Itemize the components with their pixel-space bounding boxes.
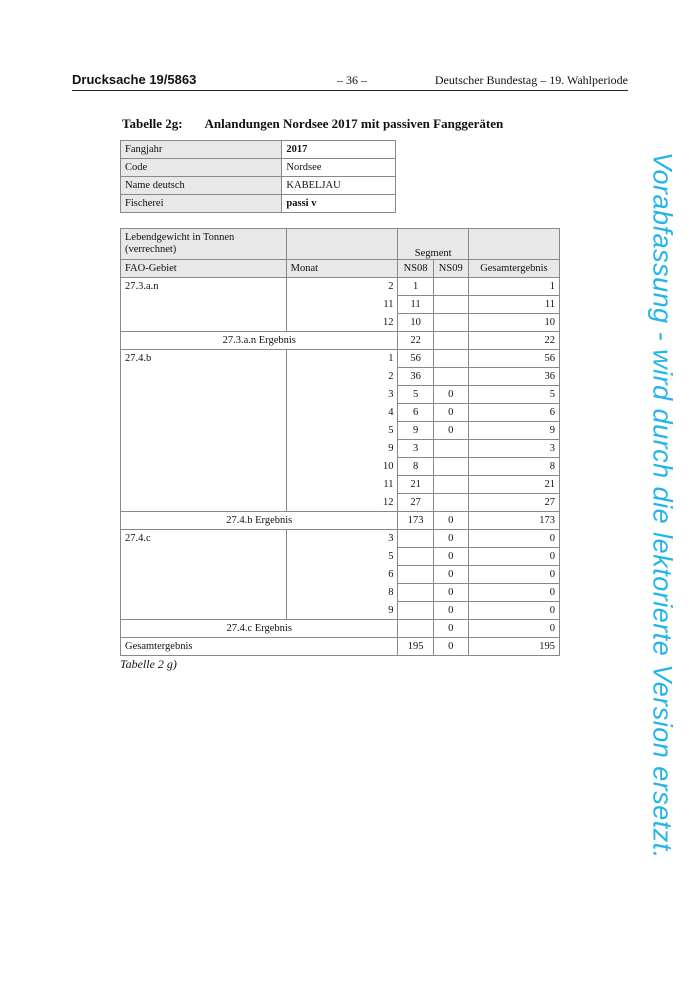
meta-value: 2017	[282, 141, 396, 159]
subtotal-label: 27.4.b Ergebnis	[121, 512, 398, 530]
month-cell: 2	[286, 368, 398, 386]
total-cell: 0	[468, 620, 559, 638]
subtotal-row	[121, 332, 560, 350]
ns09-cell	[433, 296, 468, 314]
fao-area-cell	[121, 566, 287, 584]
table-row	[121, 458, 560, 476]
subtotal-row	[121, 620, 560, 638]
fao-area-cell	[121, 602, 287, 620]
month-cell: 1	[286, 350, 398, 368]
landings-table	[120, 228, 560, 656]
ns09-cell: 0	[433, 386, 468, 404]
fao-area-cell: 27.4.b	[121, 350, 287, 368]
fao-area-cell	[121, 368, 287, 386]
month-cell: 9	[286, 440, 398, 458]
total-cell: 0	[468, 548, 559, 566]
ns09-cell: 0	[433, 548, 468, 566]
fao-area-cell	[121, 440, 287, 458]
header-blank	[468, 229, 559, 260]
subtotal-label: 27.3.a.n Ergebnis	[121, 332, 398, 350]
grand-total-row	[121, 638, 560, 656]
ns09-cell	[433, 476, 468, 494]
table-row	[121, 440, 560, 458]
ns08-cell	[398, 530, 433, 548]
month-cell: 11	[286, 476, 398, 494]
meta-row	[121, 159, 396, 177]
total-cell: 8	[468, 458, 559, 476]
document-number: Drucksache 19/5863	[72, 72, 197, 87]
watermark-text: Vorabfassung - wird durch die lektorierte Version ersetzt.	[647, 151, 678, 859]
month-cell: 5	[286, 422, 398, 440]
footer-caption: Tabelle 2 g)	[120, 657, 177, 671]
ns09-cell: 0	[433, 512, 468, 530]
ns08-cell	[398, 548, 433, 566]
header-blank	[286, 229, 398, 260]
ns09-cell: 0	[433, 422, 468, 440]
fao-area-cell: 27.4.c	[121, 530, 287, 548]
fao-area-cell	[121, 386, 287, 404]
total-cell: 36	[468, 368, 559, 386]
page-header	[72, 72, 628, 91]
ns08-cell: 36	[398, 368, 433, 386]
total-cell: 5	[468, 386, 559, 404]
meta-value: Nordsee	[282, 159, 396, 177]
ns08-cell: 8	[398, 458, 433, 476]
ns08-cell: 56	[398, 350, 433, 368]
ns09-cell: 0	[433, 404, 468, 422]
table-row	[121, 494, 560, 512]
meta-table	[120, 140, 396, 213]
ns08-cell	[398, 620, 433, 638]
ns08-cell: 27	[398, 494, 433, 512]
fao-area-cell	[121, 314, 287, 332]
table-row	[121, 278, 560, 296]
meta-row	[121, 195, 396, 213]
ns09-cell	[433, 368, 468, 386]
total-cell: 0	[468, 584, 559, 602]
ns08-cell: 11	[398, 296, 433, 314]
ns09-cell	[433, 332, 468, 350]
ns09-cell: 0	[433, 530, 468, 548]
month-cell: 2	[286, 278, 398, 296]
table-row	[121, 476, 560, 494]
meta-key: Name deutsch	[121, 177, 282, 195]
ns09-cell: 0	[433, 584, 468, 602]
table-row	[121, 422, 560, 440]
ns09-cell	[433, 314, 468, 332]
fao-area-cell	[121, 548, 287, 566]
ns09-cell: 0	[433, 620, 468, 638]
total-cell: 11	[468, 296, 559, 314]
month-cell: 10	[286, 458, 398, 476]
ns09-cell	[433, 458, 468, 476]
meta-key: Fischerei	[121, 195, 282, 213]
total-cell: 0	[468, 530, 559, 548]
ns09-cell: 0	[433, 638, 468, 656]
ns08-cell: 6	[398, 404, 433, 422]
ns08-cell: 1	[398, 278, 433, 296]
month-cell: 12	[286, 494, 398, 512]
ns08-cell: 195	[398, 638, 433, 656]
ns09-cell: 0	[433, 566, 468, 584]
month-cell: 8	[286, 584, 398, 602]
draft-watermark	[632, 110, 692, 900]
table-row	[121, 296, 560, 314]
meta-row	[121, 141, 396, 159]
month-cell: 3	[286, 530, 398, 548]
total-cell: 10	[468, 314, 559, 332]
table-row	[121, 584, 560, 602]
total-cell: 0	[468, 602, 559, 620]
table-row	[121, 548, 560, 566]
month-cell: 4	[286, 404, 398, 422]
ns09-cell	[433, 494, 468, 512]
col-header-fao: FAO-Gebiet	[121, 260, 287, 278]
month-cell: 6	[286, 566, 398, 584]
table-label: Tabelle 2g:	[122, 116, 183, 131]
ns08-cell	[398, 584, 433, 602]
col-header-total: Gesamtergebnis	[468, 260, 559, 278]
table-caption	[122, 116, 503, 132]
month-cell: 12	[286, 314, 398, 332]
fao-area-cell	[121, 458, 287, 476]
total-cell: 0	[468, 566, 559, 584]
table-row	[121, 566, 560, 584]
ns08-cell: 173	[398, 512, 433, 530]
total-cell: 1	[468, 278, 559, 296]
fao-area-cell	[121, 584, 287, 602]
ns08-cell: 5	[398, 386, 433, 404]
ns08-cell: 9	[398, 422, 433, 440]
col-header-ns08: NS08	[398, 260, 433, 278]
total-cell: 173	[468, 512, 559, 530]
header-row-2	[121, 260, 560, 278]
total-cell: 56	[468, 350, 559, 368]
header-row-1	[121, 229, 560, 260]
total-cell: 21	[468, 476, 559, 494]
subtotal-row	[121, 512, 560, 530]
fao-area-cell	[121, 296, 287, 314]
meta-row	[121, 177, 396, 195]
ns08-cell	[398, 566, 433, 584]
meta-value: KABELJAU	[282, 177, 396, 195]
meta-value: passi v	[282, 195, 396, 213]
month-cell: 5	[286, 548, 398, 566]
fao-area-cell	[121, 476, 287, 494]
ns08-cell: 22	[398, 332, 433, 350]
total-cell: 195	[468, 638, 559, 656]
ns09-cell	[433, 440, 468, 458]
subtotal-label: 27.4.c Ergebnis	[121, 620, 398, 638]
table-row	[121, 386, 560, 404]
ns09-cell	[433, 350, 468, 368]
fao-area-cell	[121, 404, 287, 422]
fao-area-cell	[121, 494, 287, 512]
total-cell: 3	[468, 440, 559, 458]
month-cell: 11	[286, 296, 398, 314]
page-number: – 36 –	[337, 73, 367, 87]
table-row	[121, 314, 560, 332]
table-row	[121, 368, 560, 386]
total-cell: 9	[468, 422, 559, 440]
total-cell: 22	[468, 332, 559, 350]
grand-total-label: Gesamtergebnis	[121, 638, 398, 656]
segment-header: Segment	[398, 229, 468, 260]
publisher: Deutscher Bundestag – 19. Wahlperiode	[434, 73, 628, 87]
table-row	[121, 404, 560, 422]
ns08-cell: 21	[398, 476, 433, 494]
ns09-cell	[433, 278, 468, 296]
meta-key: Fangjahr	[121, 141, 282, 159]
month-cell: 9	[286, 602, 398, 620]
total-cell: 27	[468, 494, 559, 512]
measure-header: Lebendgewicht in Tonnen (verrechnet)	[121, 229, 287, 260]
month-cell: 3	[286, 386, 398, 404]
fao-area-cell: 27.3.a.n	[121, 278, 287, 296]
total-cell: 6	[468, 404, 559, 422]
ns09-cell: 0	[433, 602, 468, 620]
col-header-ns09: NS09	[433, 260, 468, 278]
table-row	[121, 602, 560, 620]
meta-key: Code	[121, 159, 282, 177]
ns08-cell: 3	[398, 440, 433, 458]
ns08-cell: 10	[398, 314, 433, 332]
col-header-month: Monat	[286, 260, 398, 278]
table-row	[121, 350, 560, 368]
ns08-cell	[398, 602, 433, 620]
table-title: Anlandungen Nordsee 2017 mit passiven Fanggeräten	[204, 116, 504, 131]
table-row	[121, 530, 560, 548]
fao-area-cell	[121, 422, 287, 440]
